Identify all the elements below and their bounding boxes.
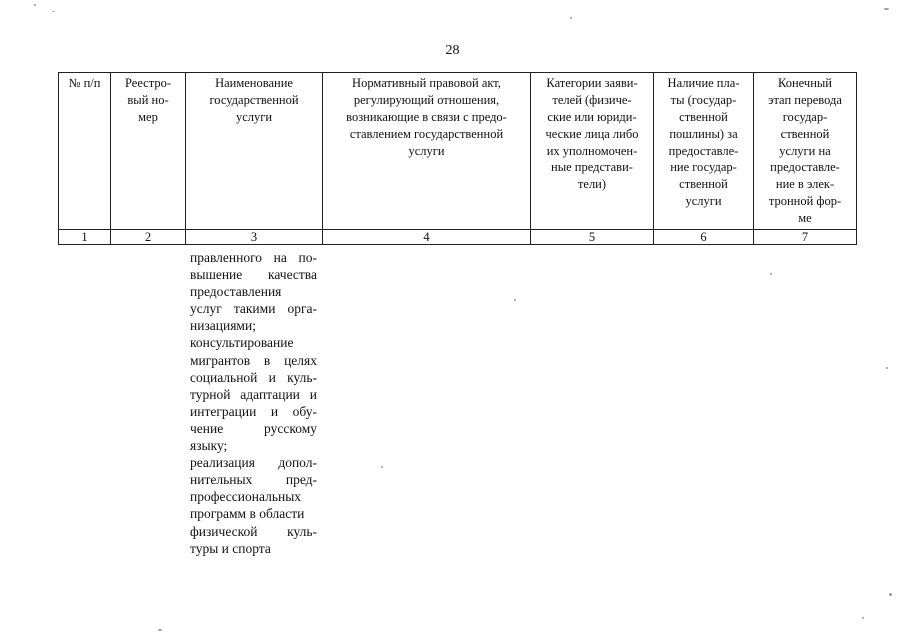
header-row bbox=[59, 73, 857, 230]
scan-speck bbox=[514, 299, 516, 301]
scan-speck bbox=[862, 617, 864, 619]
column-number-cell: 3 bbox=[186, 230, 323, 245]
text-line: туры и спорта bbox=[190, 540, 271, 556]
header-cell-service-name bbox=[186, 73, 323, 230]
column-number-cell: 1 bbox=[59, 230, 111, 245]
header-cell-applicant-categories bbox=[531, 73, 654, 230]
text-line: мигрантов в целях bbox=[190, 352, 317, 368]
header-cell-fee bbox=[654, 73, 754, 230]
header-text: Категории заяви- телей (физиче- ские или юриди- ческие лица либо их уполномочен- ные представи- тели) bbox=[545, 76, 639, 192]
header-cell-number bbox=[59, 73, 111, 230]
services-table bbox=[58, 72, 857, 245]
column-number-cell: 7 bbox=[754, 230, 857, 245]
scan-speck bbox=[889, 593, 892, 596]
column-number-cell: 2 bbox=[111, 230, 186, 245]
header-text: Нормативный правовой акт, регулирующий отношения, возникающие в связи с предо- ставлением государственной услуги bbox=[346, 76, 507, 158]
column-number-cell: 5 bbox=[531, 230, 654, 245]
text-line: профессиональных bbox=[190, 489, 302, 505]
header-cell-electronic-stage bbox=[754, 73, 857, 230]
scan-speck bbox=[381, 466, 383, 468]
text-line: физической куль- bbox=[190, 523, 317, 539]
header-text: Наличие пла- ты (государ- ственной пошлины) за предоставле- ние государ- ственной услуги bbox=[667, 76, 740, 209]
text-line: турной адаптации и bbox=[190, 386, 317, 402]
scan-speck bbox=[884, 8, 889, 10]
scan-speck bbox=[158, 629, 162, 631]
text-line: низациями; bbox=[190, 318, 256, 334]
header-text: Реестро- вый но- мер bbox=[124, 76, 172, 124]
scan-speck bbox=[570, 17, 572, 19]
scan-speck bbox=[886, 367, 888, 369]
scan-speck bbox=[52, 11, 55, 12]
header-text: Наименование государственной услуги bbox=[209, 76, 299, 124]
header-text: № п/п bbox=[68, 76, 101, 90]
text-line: вышение качества bbox=[190, 267, 317, 283]
continuation-text bbox=[190, 249, 317, 557]
scan-speck bbox=[34, 4, 36, 6]
text-line: чение русскому bbox=[190, 420, 317, 436]
scan-speck bbox=[770, 273, 772, 275]
text-line: реализация допол- bbox=[190, 455, 317, 471]
text-line: предоставления bbox=[190, 284, 282, 300]
text-line: программ в области bbox=[190, 506, 305, 522]
column-number-cell: 6 bbox=[654, 230, 754, 245]
text-line: интеграции и обу- bbox=[190, 403, 317, 419]
page-number: 28 bbox=[445, 43, 460, 58]
text-line: языку; bbox=[190, 438, 228, 454]
text-line: социальной и куль- bbox=[190, 369, 317, 385]
column-number-cell: 4 bbox=[323, 230, 531, 245]
text-line: нительных пред- bbox=[190, 472, 317, 488]
header-text: Конечный этап перевода государ- ственной услуги на предоставле- ние в элек- тронной фор- ме bbox=[768, 76, 842, 225]
text-line: услуг такими орга- bbox=[190, 301, 317, 317]
text-line: правленного на по- bbox=[190, 250, 317, 265]
header-cell-registry-number bbox=[111, 73, 186, 230]
header-cell-legal-act bbox=[323, 73, 531, 230]
text-line: консультирование bbox=[190, 335, 294, 351]
column-number-row bbox=[59, 230, 857, 245]
